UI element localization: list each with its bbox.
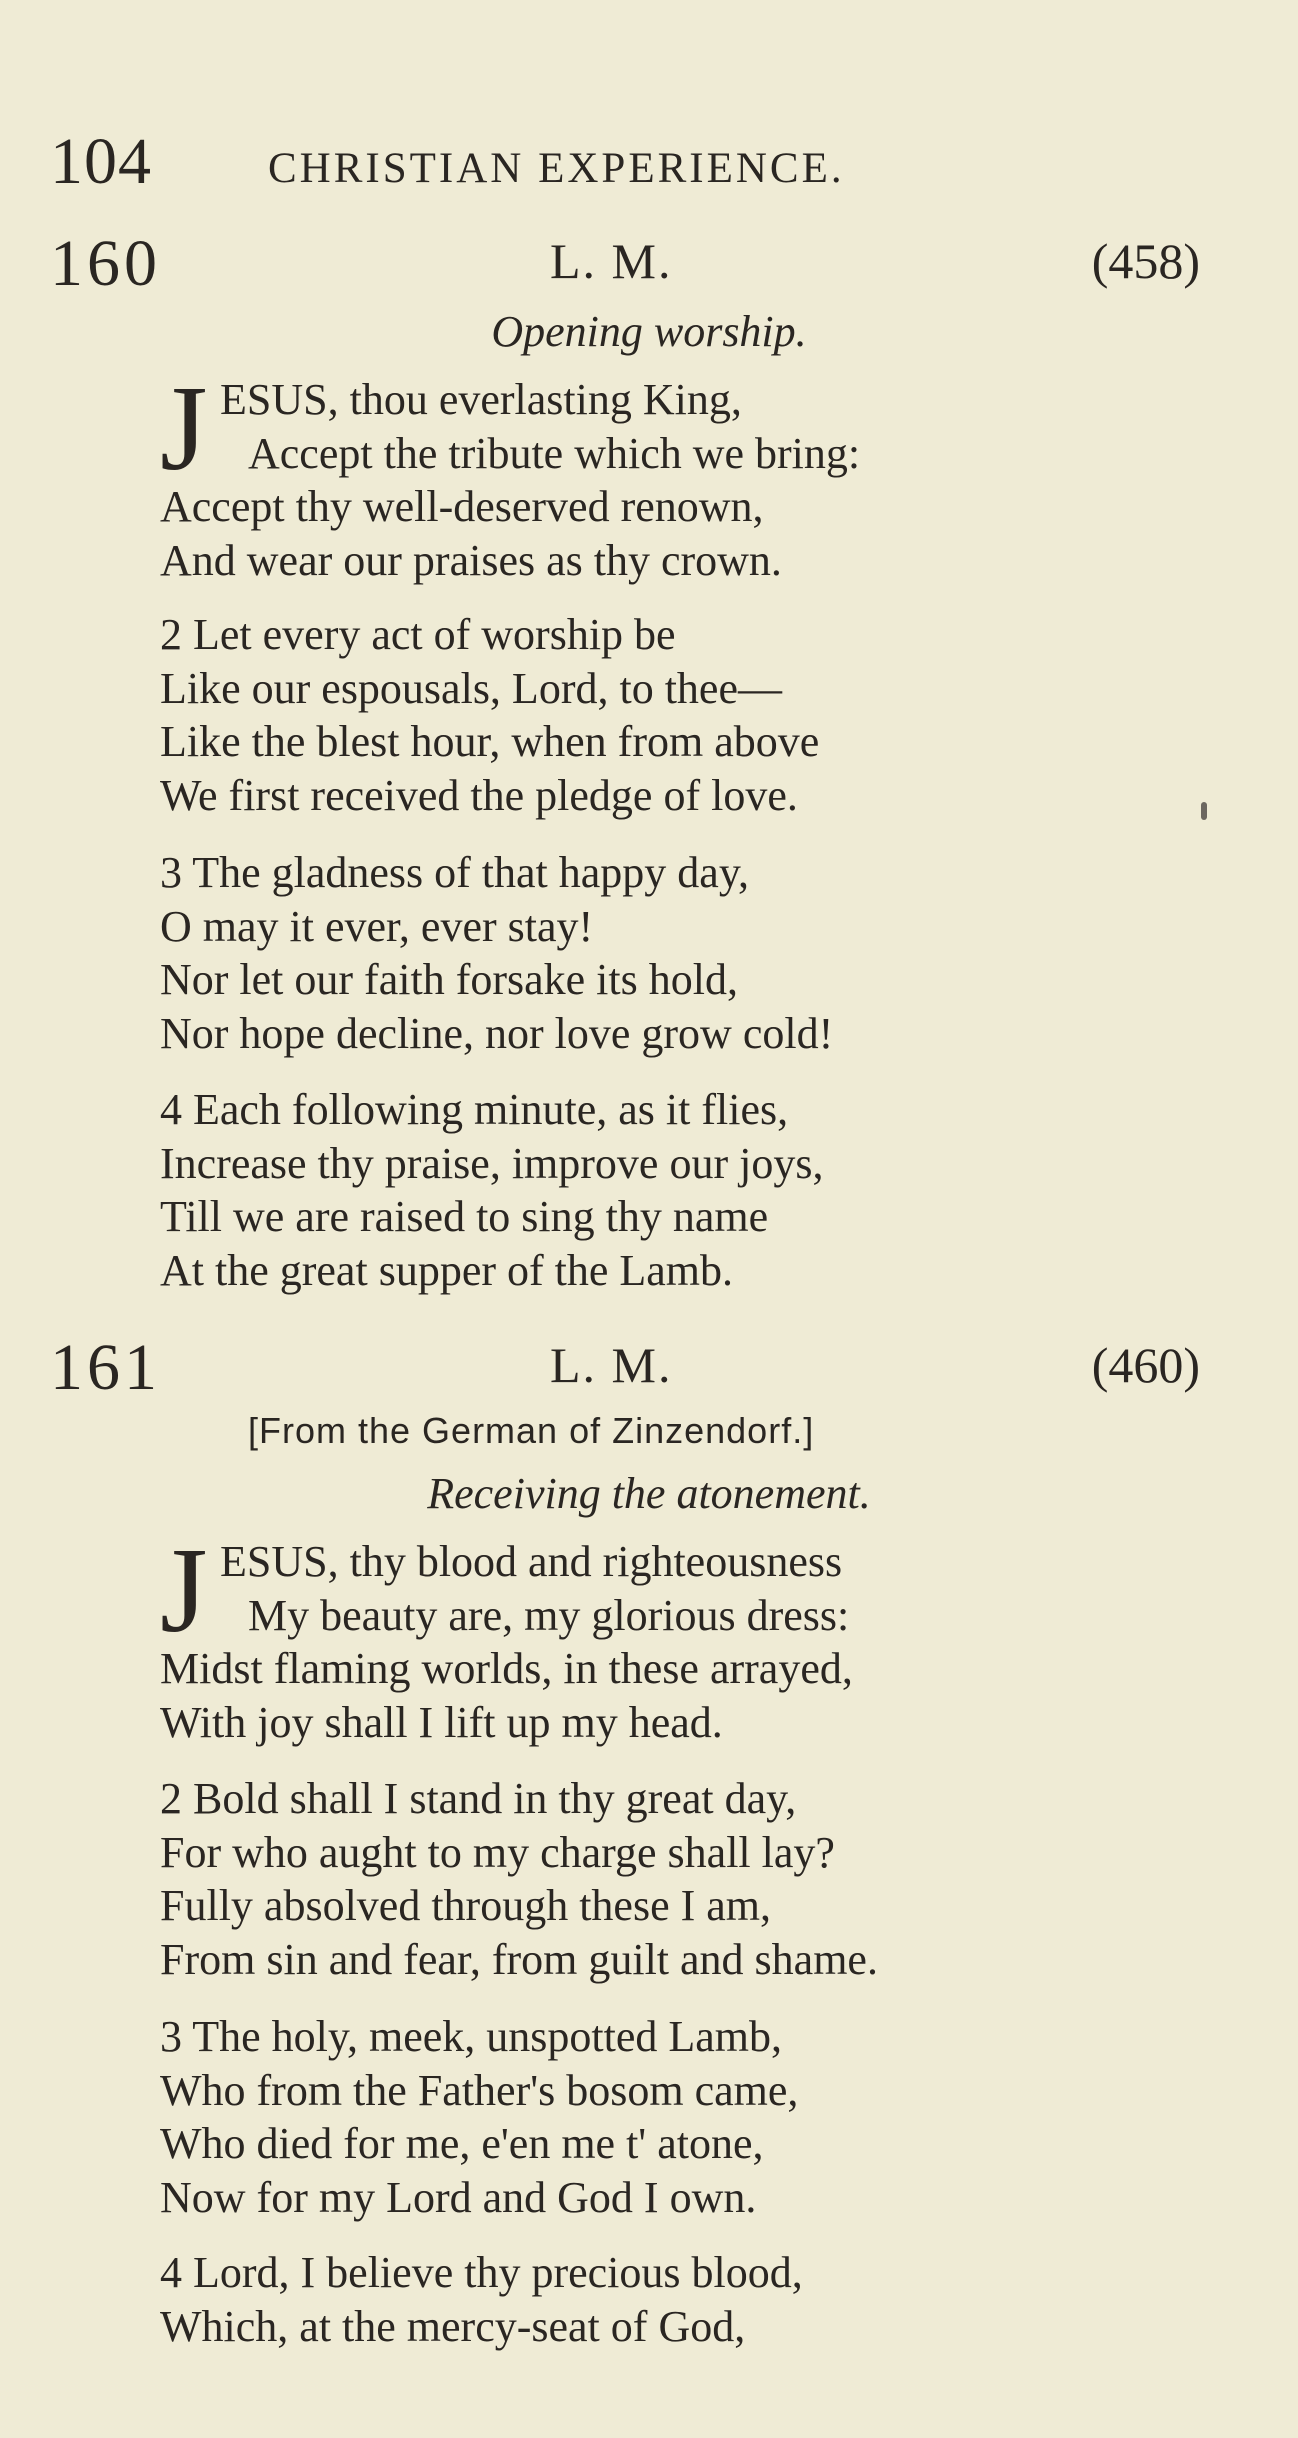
hymn-reference-number: (458)	[1091, 233, 1200, 289]
page-number: 104	[50, 125, 152, 198]
hymn-160-stanza-2	[160, 608, 1260, 823]
hymn-number: 161	[50, 1331, 161, 1404]
verse-line: For who aught to my charge shall lay?	[160, 1827, 835, 1877]
hymn-meter: L. M.	[550, 233, 673, 289]
verse-line: Who from the Father's bosom came,	[160, 2065, 799, 2115]
verse-line: Accept the tribute which we bring:	[248, 428, 861, 478]
verse-line: At the great supper of the Lamb.	[160, 1246, 734, 1296]
verse-line: From sin and fear, from guilt and shame.	[160, 1935, 878, 1985]
hymn-161-stanza-3	[160, 2010, 1260, 2225]
verse-line: 2 Bold shall I stand in thy great day,	[160, 1774, 797, 1823]
verse-line: Increase thy praise, improve our joys,	[160, 1138, 824, 1188]
hymn-meter: L. M.	[550, 1337, 673, 1393]
hymn-161-header	[50, 1330, 1200, 1404]
hymn-reference-number: (460)	[1091, 1337, 1200, 1393]
verse-line: We first received the pledge of love.	[160, 771, 798, 821]
verse-line: Fully absolved through these I am,	[160, 1881, 772, 1931]
verse-line: Nor let our faith forsake its hold,	[160, 955, 738, 1005]
hymn-160-subtitle: Opening worship.	[491, 307, 807, 356]
verse-line: Nor hope decline, nor love grow cold!	[160, 1009, 834, 1059]
hymn-160-stanza-1	[160, 373, 1260, 588]
verse-line: My beauty are, my glorious dress:	[248, 1590, 850, 1640]
verse-line: 3 The holy, meek, unspotted Lamb,	[160, 2012, 782, 2061]
verse-line: O may it ever, ever stay!	[160, 901, 594, 951]
verse-line: Who died for me, e'en me t' atone,	[160, 2119, 764, 2169]
verse-line: 4 Lord, I believe thy precious blood,	[160, 2248, 803, 2297]
verse-line: ESUS, thy blood and righteousness	[220, 1537, 843, 1586]
verse-line: 4 Each following minute, as it flies,	[160, 1085, 789, 1134]
verse-line: Midst flaming worlds, in these arrayed,	[160, 1644, 853, 1694]
verse-line: 3 The gladness of that happy day,	[160, 848, 749, 897]
verse-line: Accept thy well-deserved renown,	[160, 482, 764, 532]
hymn-160-header	[50, 226, 1200, 300]
print-speck	[1201, 802, 1207, 820]
verse-line: 2 Let every act of worship be	[160, 610, 676, 659]
hymn-161-attribution: [From the German of Zinzendorf.]	[248, 1410, 815, 1451]
running-head	[50, 124, 990, 198]
hymn-161-stanza-1	[160, 1535, 1260, 1750]
verse-line: ESUS, thou everlasting King,	[220, 375, 742, 424]
hymn-number: 160	[50, 227, 161, 300]
verse-line: Till we are raised to sing thy name	[160, 1192, 769, 1242]
verse-line: Like our espousals, Lord, to thee—	[160, 663, 782, 713]
section-title: CHRISTIAN EXPERIENCE.	[268, 145, 845, 192]
hymn-161-stanza-4	[160, 2246, 1260, 2353]
verse-line: And wear our praises as thy crown.	[160, 536, 782, 586]
hymn-160-stanza-3	[160, 846, 1260, 1061]
verse-line: Which, at the mercy-seat of God,	[160, 2301, 746, 2351]
verse-line: With joy shall I lift up my head.	[160, 1698, 723, 1748]
verse-line: Like the blest hour, when from above	[160, 717, 820, 767]
drop-cap-initial: J	[160, 361, 208, 496]
hymn-161-subtitle: Receiving the atonement.	[427, 1469, 871, 1518]
hymn-161-stanza-2	[160, 1772, 1260, 1987]
verse-line: Now for my Lord and God I own.	[160, 2173, 757, 2223]
drop-cap-initial: J	[160, 1523, 208, 1658]
hymn-160-stanza-4	[160, 1083, 1260, 1298]
